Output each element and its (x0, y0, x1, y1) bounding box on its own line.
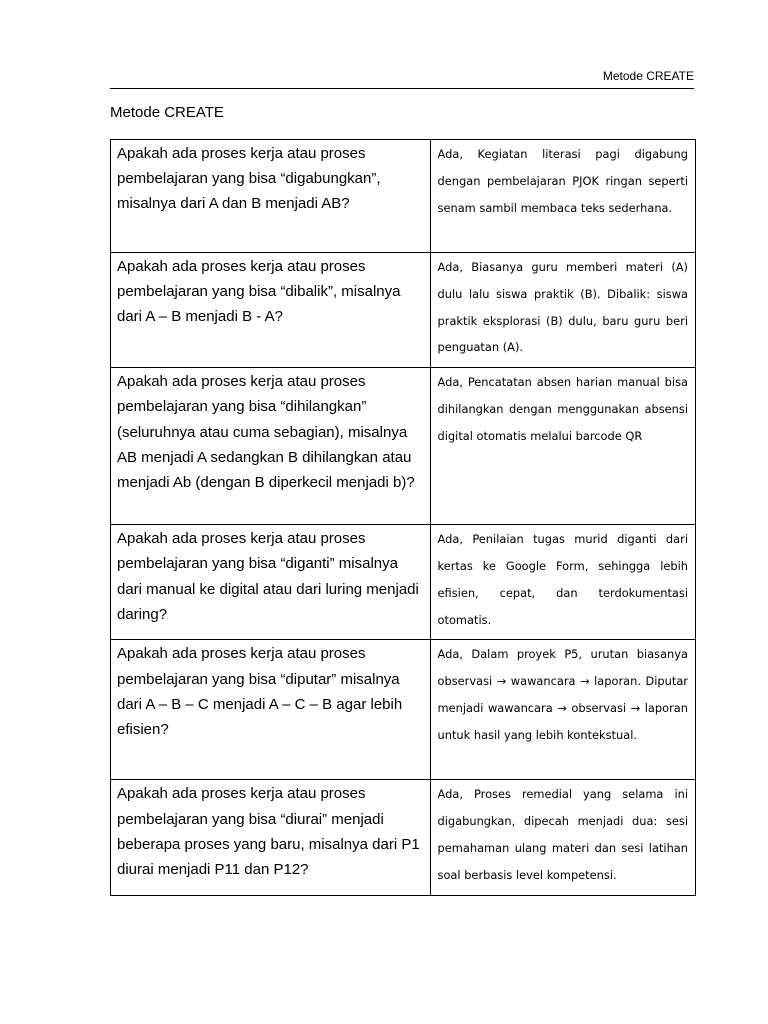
header-divider (110, 88, 694, 89)
create-method-table (110, 139, 696, 896)
answer-cell: Ada, Proses remedial yang selama ini digabungkan, dipecah menjadi dua: sesi pemahaman ulang materi dan sesi latihan soal berbasis level kompetensi. (430, 780, 695, 895)
answer-cell: Ada, Penilaian tugas murid diganti dari kertas ke Google Form, sehingga lebih efisien, cepat, dan terdokumentasi otomatis. (430, 525, 695, 640)
table-row (111, 640, 696, 780)
document-title: Metode CREATE (110, 104, 224, 121)
table-row (111, 525, 696, 640)
question-cell: Apakah ada proses kerja atau proses pembelajaran yang bisa “dihilangkan” (seluruhnya atau cuma sebagian), misalnya AB menjadi A sedangkan B dihilangkan atau menjadi Ab (dengan B diperkecil menjadi b)? (111, 368, 431, 525)
running-header: Metode CREATE (602, 69, 694, 83)
question-cell: Apakah ada proses kerja atau proses pembelajaran yang bisa “diganti” misalnya dari manual ke digital atau dari luring menjadi daring? (111, 525, 431, 640)
answer-cell: Ada, Kegiatan literasi pagi digabung dengan pembelajaran PJOK ringan seperti senam sambil membaca teks sederhana. (430, 140, 695, 253)
answer-cell: Ada, Biasanya guru memberi materi (A) dulu lalu siswa praktik (B). Dibalik: siswa praktik eksplorasi (B) dulu, baru guru beri penguatan (A). (430, 253, 695, 368)
table-row (111, 368, 696, 525)
table-row (111, 253, 696, 368)
question-cell: Apakah ada proses kerja atau proses pembelajaran yang bisa “diurai” menjadi beberapa proses yang baru, misalnya dari P1 diurai menjadi P11 dan P12? (111, 780, 431, 895)
answer-cell: Ada, Dalam proyek P5, urutan biasanya observasi → wawancara → laporan. Diputar menjadi wawancara → observasi → laporan untuk hasil yang lebih kontekstual. (430, 640, 695, 780)
table-row (111, 140, 696, 253)
question-cell: Apakah ada proses kerja atau proses pembelajaran yang bisa “dibalik”, misalnya dari A – B menjadi B - A? (111, 253, 431, 368)
question-cell: Apakah ada proses kerja atau proses pembelajaran yang bisa “digabungkan”, misalnya dari A dan B menjadi AB? (111, 140, 431, 253)
answer-cell: Ada, Pencatatan absen harian manual bisa dihilangkan dengan menggunakan absensi digital otomatis melalui barcode QR (430, 368, 695, 525)
table-row (111, 780, 696, 895)
question-cell: Apakah ada proses kerja atau proses pembelajaran yang bisa “diputar” misalnya dari A – B – C menjadi A – C – B agar lebih efisien? (111, 640, 431, 780)
